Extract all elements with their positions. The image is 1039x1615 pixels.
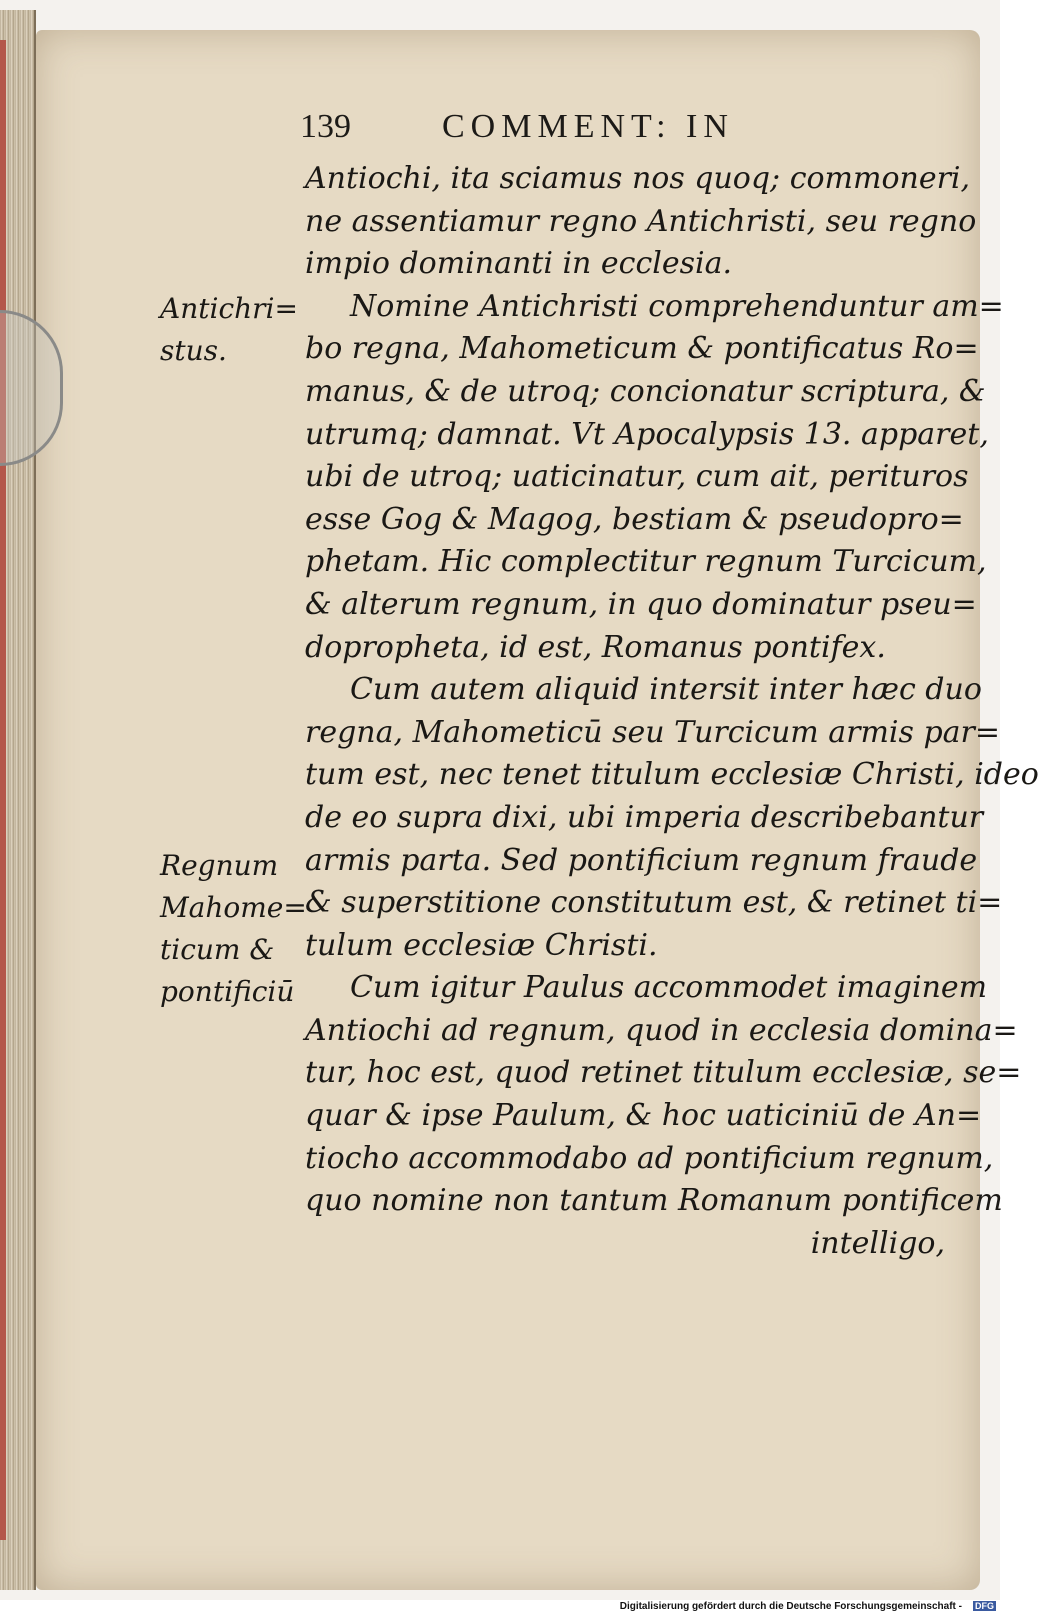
running-title: COMMENT: IN bbox=[442, 108, 734, 145]
text-line: de eo supra dixi, ubi imperia describebantur bbox=[305, 799, 984, 835]
margin-note-line: Mahome= bbox=[160, 891, 307, 924]
text-line: quar & ipse Paulum, & hoc uaticiniū de An= bbox=[305, 1098, 982, 1134]
text-line: & alterum regnum, in quo dominatur pseu= bbox=[305, 586, 977, 622]
text-line: Nomine Antichristi comprehenduntur am= bbox=[350, 288, 1004, 324]
text-line: tiocho accommodabo ad pontificium regnum, bbox=[305, 1140, 994, 1176]
margin-note-regnum bbox=[160, 845, 307, 1013]
page-header bbox=[300, 108, 800, 152]
text-line: tulum ecclesiæ Christi. bbox=[305, 927, 658, 963]
margin-note-antichristus bbox=[160, 288, 298, 372]
margin-note-line: ticum & bbox=[160, 933, 275, 966]
body-text bbox=[305, 158, 1039, 1265]
text-line: manus, & de utroq; concionatur scriptura, & bbox=[305, 373, 986, 409]
book-edge-red bbox=[0, 40, 6, 1540]
text-line: quo nomine non tantum Romanum pontificem bbox=[305, 1183, 1003, 1219]
margin-note-line: Antichri= bbox=[160, 292, 298, 325]
catchword: intelligo, bbox=[810, 1225, 945, 1261]
text-line: dopropheta, id est, Romanus pontifex. bbox=[305, 629, 886, 665]
text-line: ne assentiamur regno Antichristi, seu regno bbox=[305, 203, 977, 239]
text-line: Antiochi, ita sciamus nos quoq; commoneri, bbox=[305, 161, 971, 196]
text-line: ubi de utroq; uaticinatur, cum ait, perituros bbox=[305, 459, 969, 495]
dfg-logo: DFG bbox=[975, 1601, 994, 1611]
text-line: armis parta. Sed pontificium regnum fraude bbox=[305, 842, 978, 878]
text-line: phetam. Hic complectitur regnum Turcicum, bbox=[305, 544, 987, 580]
margin-note-line: stus. bbox=[160, 334, 227, 367]
footer bbox=[0, 1600, 1000, 1615]
text-line: & superstitione constitutum est, & retinet ti= bbox=[305, 885, 1003, 921]
text-line: bo regna, Mahometicum & pontificatus Ro= bbox=[305, 331, 979, 367]
text-line: esse Gog & Magog, bestiam & pseudopro= bbox=[305, 501, 964, 537]
text-line: Cum igitur Paulus accommodet imaginem bbox=[350, 970, 988, 1006]
text-line: impio dominanti in ecclesia. bbox=[305, 246, 733, 282]
margin-note-line: Regnum bbox=[160, 849, 279, 882]
folio-number: 139 bbox=[300, 108, 351, 145]
margin-note-line: pontificiū bbox=[160, 975, 295, 1008]
text-line: Antiochi ad regnum, quod in ecclesia domina= bbox=[305, 1012, 1018, 1048]
text-line: tum est, nec tenet titulum ecclesiæ Christi, ideo bbox=[305, 757, 1039, 793]
text-line: regna, Mahometicū seu Turcicum armis par= bbox=[305, 714, 1001, 750]
text-line: Cum autem aliquid intersit inter hæc duo bbox=[350, 672, 982, 708]
text-line: utrumq; damnat. Vt Apocalypsis 13. apparet, bbox=[305, 416, 989, 452]
funding-credit: Digitalisierung gefördert durch die Deutsche Forschungsgemeinschaft - bbox=[619, 1601, 962, 1612]
text-line: tur, hoc est, quod retinet titulum ecclesiæ, se= bbox=[305, 1055, 1022, 1091]
